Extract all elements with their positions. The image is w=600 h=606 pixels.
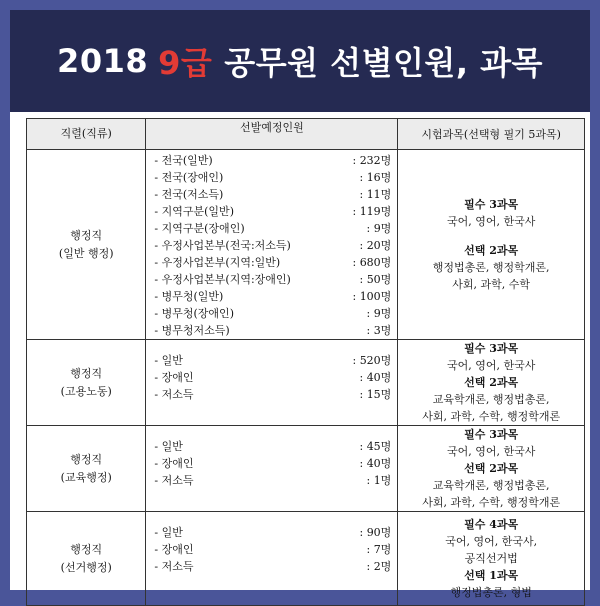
quota-cell bbox=[146, 150, 398, 340]
category-line: 행정직 bbox=[70, 452, 103, 466]
elective-title-text: 선택 2과목 bbox=[464, 244, 519, 257]
quota-label: - 일반 bbox=[154, 524, 182, 541]
quota-label: - 전국(일반) bbox=[154, 152, 212, 169]
quota-label: - 우정사업본부(지역:일반) bbox=[154, 254, 280, 271]
quota-count: : 50명 bbox=[359, 271, 391, 288]
required-title-text: 필수 3과목 bbox=[464, 428, 519, 441]
quota-label: - 장애인 bbox=[154, 455, 193, 472]
quota-count: : 40명 bbox=[359, 455, 391, 472]
quota-item bbox=[154, 169, 391, 186]
quota-list bbox=[146, 150, 397, 339]
quota-count: : 40명 bbox=[359, 369, 391, 386]
required-subjects: 공직선거법 bbox=[464, 552, 518, 565]
quota-count: : 3명 bbox=[366, 322, 391, 339]
quota-count: : 520명 bbox=[352, 352, 391, 369]
quota-label: - 지역구분(장애인) bbox=[154, 220, 244, 237]
category-cell bbox=[27, 426, 146, 512]
title-text: 공무원 선별인원, 과목 bbox=[224, 44, 543, 82]
required-subjects: 국어, 영어, 한국사 bbox=[446, 359, 536, 372]
quota-item bbox=[154, 220, 391, 237]
elective-subjects: 교육학개론, 행정법총론, bbox=[432, 393, 550, 406]
quota-item bbox=[154, 438, 391, 455]
quota-item bbox=[154, 369, 391, 386]
quota-item bbox=[154, 322, 391, 339]
quota-label: - 장애인 bbox=[154, 541, 193, 558]
required-title bbox=[398, 516, 584, 533]
header-quota: 선발예정인원 bbox=[146, 119, 398, 150]
category-line: 행정직 bbox=[70, 228, 103, 242]
elective-title bbox=[398, 242, 584, 259]
quota-label: - 일반 bbox=[154, 438, 182, 455]
subjects-cell bbox=[398, 426, 585, 512]
quota-label: - 저소득 bbox=[154, 386, 193, 403]
quota-label: - 병무청(장애인) bbox=[154, 305, 234, 322]
quota-label: - 병무청(일반) bbox=[154, 288, 223, 305]
quota-count: : 11명 bbox=[359, 186, 391, 203]
quota-cell bbox=[146, 512, 398, 606]
quota-count: : 7명 bbox=[366, 541, 391, 558]
category-cell bbox=[27, 512, 146, 606]
required-title bbox=[398, 426, 584, 443]
quota-list bbox=[146, 426, 397, 489]
required-title-text: 필수 4과목 bbox=[464, 518, 519, 531]
table-row bbox=[27, 512, 585, 606]
quota-count: : 9명 bbox=[366, 305, 391, 322]
title-banner bbox=[10, 10, 590, 112]
required-title bbox=[398, 196, 584, 213]
required-title bbox=[398, 340, 584, 357]
quota-label: - 병무청저소득) bbox=[154, 322, 229, 339]
required-subjects: 국어, 영어, 한국사, bbox=[445, 535, 538, 548]
table-row bbox=[27, 150, 585, 340]
table-row bbox=[27, 426, 585, 512]
quota-count: : 20명 bbox=[359, 237, 391, 254]
quota-item bbox=[154, 203, 391, 220]
elective-subjects: 행정법총론, 행정학개론, bbox=[432, 261, 550, 274]
table-body bbox=[27, 150, 585, 606]
quota-label: - 저소득 bbox=[154, 558, 193, 575]
quota-item bbox=[154, 558, 391, 575]
quota-item bbox=[154, 541, 391, 558]
elective-title-text: 선택 1과목 bbox=[464, 569, 519, 582]
quota-label: - 장애인 bbox=[154, 369, 193, 386]
category-cell bbox=[27, 340, 146, 426]
category-cell bbox=[27, 150, 146, 340]
quota-item bbox=[154, 186, 391, 203]
header-category: 직렬(직류) bbox=[27, 119, 146, 150]
quota-label: - 우정사업본부(지역:장애인) bbox=[154, 271, 290, 288]
quota-list bbox=[146, 340, 397, 403]
quota-count: : 119명 bbox=[352, 203, 391, 220]
quota-item bbox=[154, 524, 391, 541]
quota-count: : 16명 bbox=[359, 169, 391, 186]
quota-cell bbox=[146, 426, 398, 512]
subjects-cell bbox=[398, 512, 585, 606]
quota-item bbox=[154, 288, 391, 305]
category-line: (교육행정) bbox=[60, 470, 112, 484]
required-title-text: 필수 3과목 bbox=[464, 198, 519, 211]
quota-count: : 232명 bbox=[352, 152, 391, 169]
elective-subjects: 사회, 과학, 수학 bbox=[452, 278, 531, 291]
quota-count: : 2명 bbox=[366, 558, 391, 575]
quota-count: : 1명 bbox=[366, 472, 391, 489]
title-year: 2018 bbox=[57, 42, 149, 80]
category-line: (선거행정) bbox=[60, 560, 112, 574]
category-line: 행정직 bbox=[70, 366, 103, 380]
quota-label: - 우정사업본부(전국:저소득) bbox=[154, 237, 290, 254]
document-sheet bbox=[10, 112, 590, 599]
category-line: 행정직 bbox=[70, 542, 103, 556]
quota-list bbox=[146, 512, 397, 575]
required-title-text: 필수 3과목 bbox=[464, 342, 519, 355]
quota-label: - 전국(장애인) bbox=[154, 169, 223, 186]
spacer bbox=[398, 230, 584, 242]
elective-title-text: 선택 2과목 bbox=[464, 462, 519, 475]
quota-item bbox=[154, 472, 391, 489]
table-header-row bbox=[27, 119, 585, 150]
subjects-cell bbox=[398, 340, 585, 426]
quota-label: - 저소득 bbox=[154, 472, 193, 489]
quota-item bbox=[154, 152, 391, 169]
quota-item bbox=[154, 305, 391, 322]
quota-cell bbox=[146, 340, 398, 426]
title-grade: 9급 bbox=[158, 44, 213, 82]
quota-label: - 일반 bbox=[154, 352, 182, 369]
elective-title bbox=[398, 374, 584, 391]
elective-title bbox=[398, 460, 584, 477]
quota-label: - 지역구분(일반) bbox=[154, 203, 234, 220]
subjects-cell bbox=[398, 150, 585, 340]
quota-item bbox=[154, 254, 391, 271]
required-subjects: 국어, 영어, 한국사 bbox=[446, 445, 536, 458]
elective-subjects: 행정법총론, 형법 bbox=[450, 586, 532, 599]
quota-item bbox=[154, 386, 391, 403]
category-line: (고용노동) bbox=[60, 384, 112, 398]
elective-title-text: 선택 2과목 bbox=[464, 376, 519, 389]
quota-count: : 9명 bbox=[366, 220, 391, 237]
elective-subjects: 사회, 과학, 수학, 행정학개론 bbox=[422, 410, 561, 423]
quota-count: : 45명 bbox=[359, 438, 391, 455]
quota-count: : 15명 bbox=[359, 386, 391, 403]
recruitment-table bbox=[26, 118, 585, 606]
quota-item bbox=[154, 455, 391, 472]
quota-item bbox=[154, 352, 391, 369]
quota-item bbox=[154, 237, 391, 254]
elective-subjects: 교육학개론, 행정법총론, bbox=[432, 479, 550, 492]
quota-count: : 100명 bbox=[352, 288, 391, 305]
quota-count: : 680명 bbox=[352, 254, 391, 271]
category-line: (일반 행정) bbox=[58, 246, 114, 260]
quota-label: - 전국(저소득) bbox=[154, 186, 223, 203]
header-subjects: 시험과목(선택형 필기 5과목) bbox=[398, 119, 585, 150]
table-row bbox=[27, 340, 585, 426]
quota-item bbox=[154, 271, 391, 288]
elective-subjects: 사회, 과학, 수학, 행정학개론 bbox=[422, 496, 561, 509]
elective-title bbox=[398, 567, 584, 584]
required-subjects: 국어, 영어, 한국사 bbox=[446, 215, 536, 228]
quota-count: : 90명 bbox=[359, 524, 391, 541]
